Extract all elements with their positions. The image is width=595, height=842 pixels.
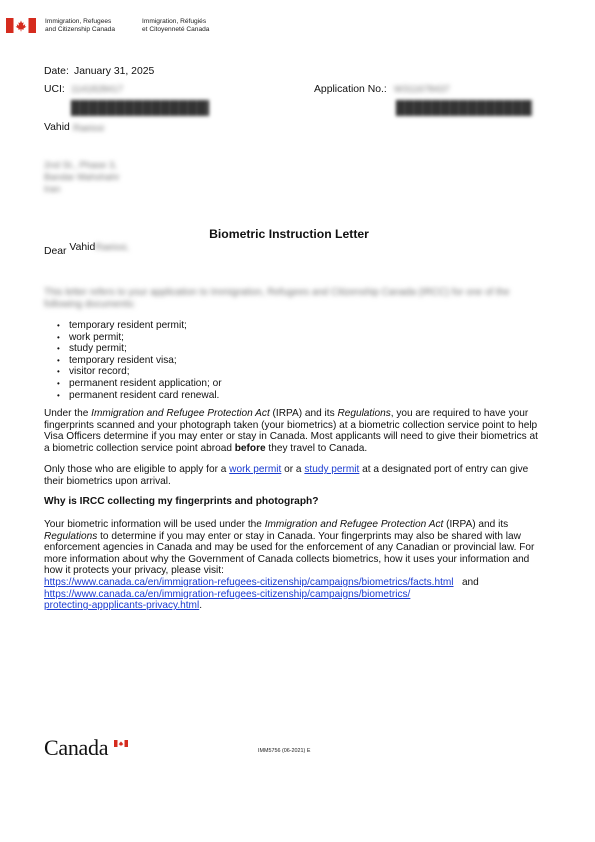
application-number-label: Application No.: [314,84,387,95]
list-item: • temporary resident visa; [57,355,222,367]
uci-barcode [71,100,209,116]
recipient-last-name: Raeissi [73,123,105,134]
work-permit-link[interactable]: work permit [229,464,282,475]
org-fr-line-1: Immigration, Réfugiés [142,18,207,25]
intro-line-1: This letter refers to your application to Immigration, Refugees and Citizenship Canada (IRCC) for one of the [44,287,510,298]
p3-end: . [199,600,203,612]
canada-wordmark: Canada [44,735,109,760]
document-list [57,320,222,401]
p1-act-name: Immigration and Refugee Protection Act [91,408,270,419]
p3-text-e: to determine if you may enter or stay in Canada. Your fingerprints may also be shared with law enforcement agencies in Canada and may be used for the enforcement of any Canadian or provincial law. For more information about why the Government of Canada collects biometrics, how it uses your information and how it protects your privacy, please visit: [44,530,535,577]
recipient-address [44,160,120,196]
salutation-first-name: Vahid [69,242,96,253]
list-item: • temporary resident permit; [57,320,222,332]
list-item: • study permit; [57,343,222,355]
irpa-paragraph [44,408,544,454]
p3-text-c: (IRPA) and its [443,519,509,530]
application-number-value: W311678437 [394,84,450,95]
p1-text-g: they travel to Canada. [265,442,368,454]
org-en-line-1: Immigration, Refugees [45,18,112,25]
biometric-use-paragraph [44,519,544,612]
list-item: • permanent resident application; or [57,378,222,390]
privacy-link-line-1: https://www.canada.ca/en/immigration-refugees-citizenship/campaigns/biometrics/ [44,588,411,600]
org-en-line-2: and Citizenship Canada [45,25,116,33]
address-line-1: 2nd St., Phase 3, [44,160,117,171]
salutation-last-name: Raeissi, [95,242,130,253]
salutation-dear: Dear [44,246,67,257]
list-item: • visitor record; [57,366,222,378]
p3-text-a: Your biometric information will be used under the [44,519,265,530]
p2-text-c: at a designated port of entry can give their biometrics upon arrival. [44,464,529,487]
org-name-french [142,18,209,33]
wordmark-flag-icon [114,740,128,747]
privacy-link[interactable] [44,589,410,612]
study-permit-link[interactable]: study permit [304,464,360,475]
p3-act-name: Immigration and Refugee Protection Act [264,519,444,530]
list-item: • permanent resident card renewal. [57,390,222,402]
address-line-3: Iran [44,184,61,195]
letter-title: Biometric Instruction Letter [209,227,369,241]
uci-value: 1141828417 [71,84,124,95]
canada-flag-icon [6,18,36,33]
org-name-english [45,18,115,33]
org-fr-line-2: et Citoyenneté Canada [142,25,210,33]
biometrics-facts-link[interactable]: https://www.canada.ca/en/immigration-refugees-citizenship/campaigns/biometrics/facts.html [44,576,454,588]
p3-regulations: Regulations [44,530,98,542]
p1-before: before [234,442,266,454]
date-value: January 31, 2025 [74,66,155,77]
p1-text-c: (IRPA) and its [269,408,338,419]
port-of-entry-paragraph [44,464,544,487]
intro-paragraph [44,287,544,310]
recipient-first-name: Vahid [44,122,70,133]
p1-regulations: Regulations [337,408,391,419]
p2-text-b: or a [281,464,305,475]
form-code: IMM5756 (06-2021) E [258,748,311,754]
salutation [44,242,130,257]
uci-label: UCI: [44,84,65,95]
date-label: Date: [44,66,69,77]
list-item: • work permit; [57,332,222,344]
p1-text-e: , you are required to have your fingerprints scanned and your photograph taken (your biometrics) at a biometric collection service point to help Visa Officers determine if you may enter or stay in Canada. Most applicants will need to give their biometrics at a biometric collection service point abroad [44,408,538,454]
p3-and: and [453,576,479,588]
intro-line-2: following documents: [44,298,136,310]
privacy-link-line-2: protecting-appplicants-privacy.html [44,600,200,612]
application-barcode [396,100,532,116]
address-line-2: Bandar Mahshahr [44,172,120,183]
p2-text-a: Only those who are eligible to apply for a [44,464,230,475]
p1-text-a: Under the [44,408,92,419]
why-collect-heading: Why is IRCC collecting my fingerprints and photograph? [44,496,319,507]
